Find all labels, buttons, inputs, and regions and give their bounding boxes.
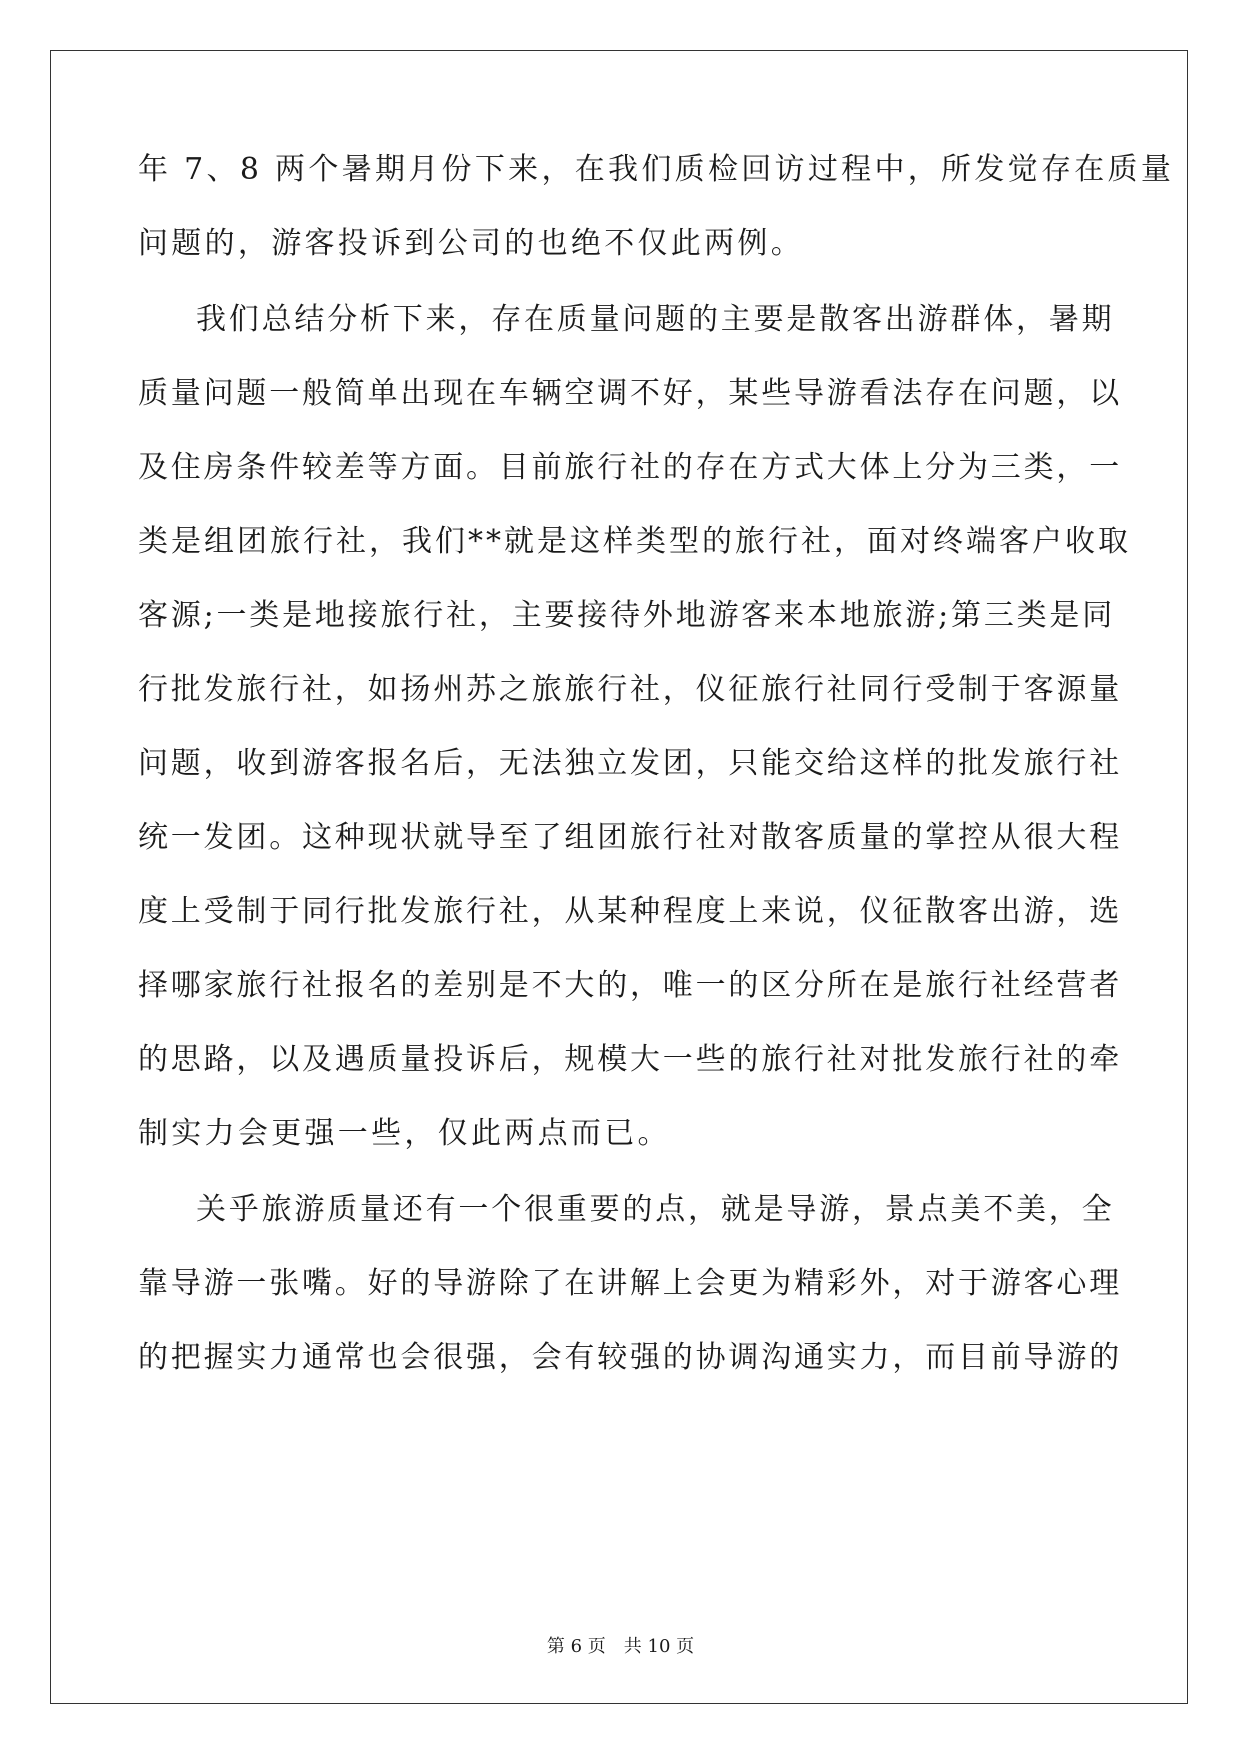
page-number: 第 6 页 共 10 页 bbox=[546, 1636, 695, 1657]
text-line: 的把握实力通常也会很强，会有较强的协调沟通实力，而目前导游的 bbox=[138, 1340, 1122, 1375]
text-line: 关乎旅游质量还有一个很重要的点，就是导游，景点美不美，全 bbox=[196, 1192, 1115, 1227]
page-border bbox=[50, 50, 1188, 1704]
text-line: 靠导游一张嘴。好的导游除了在讲解上会更为精彩外，对于游客心理 bbox=[138, 1266, 1122, 1301]
text-line: 度上受制于同行批发旅行社，从某种程度上来说，仪征散客出游，选 bbox=[138, 894, 1122, 929]
text-line: 择哪家旅行社报名的差别是不大的，唯一的区分所在是旅行社经营者 bbox=[138, 968, 1122, 1003]
text-line: 类是组团旅行社，我们**就是这样类型的旅行社，面对终端客户收取 bbox=[138, 524, 1131, 559]
text-line: 客源;一类是地接旅行社，主要接待外地游客来本地旅游;第三类是同 bbox=[138, 598, 1116, 633]
text-line: 我们总结分析下来，存在质量问题的主要是散客出游群体，暑期 bbox=[196, 302, 1115, 337]
text-line: 行批发旅行社，如扬州苏之旅旅行社，仪征旅行社同行受制于客源量 bbox=[138, 672, 1122, 707]
text-line: 及住房条件较差等方面。目前旅行社的存在方式大体上分为三类，一 bbox=[138, 450, 1122, 485]
text-line: 制实力会更强一些，仅此两点而已。 bbox=[138, 1116, 671, 1151]
text-line: 质量问题一般简单出现在车辆空调不好，某些导游看法存在问题，以 bbox=[138, 376, 1122, 411]
text-line: 问题，收到游客报名后，无法独立发团，只能交给这样的批发旅行社 bbox=[138, 746, 1122, 781]
text-line: 年 7、8 两个暑期月份下来，在我们质检回访过程中，所发觉存在质量 bbox=[138, 152, 1175, 187]
text-line: 问题的，游客投诉到公司的也绝不仅此两例。 bbox=[138, 226, 804, 261]
text-line: 的思路，以及遇质量投诉后，规模大一些的旅行社对批发旅行社的牵 bbox=[138, 1042, 1122, 1077]
text-line: 统一发团。这种现状就导至了组团旅行社对散客质量的掌控从很大程 bbox=[138, 820, 1122, 855]
